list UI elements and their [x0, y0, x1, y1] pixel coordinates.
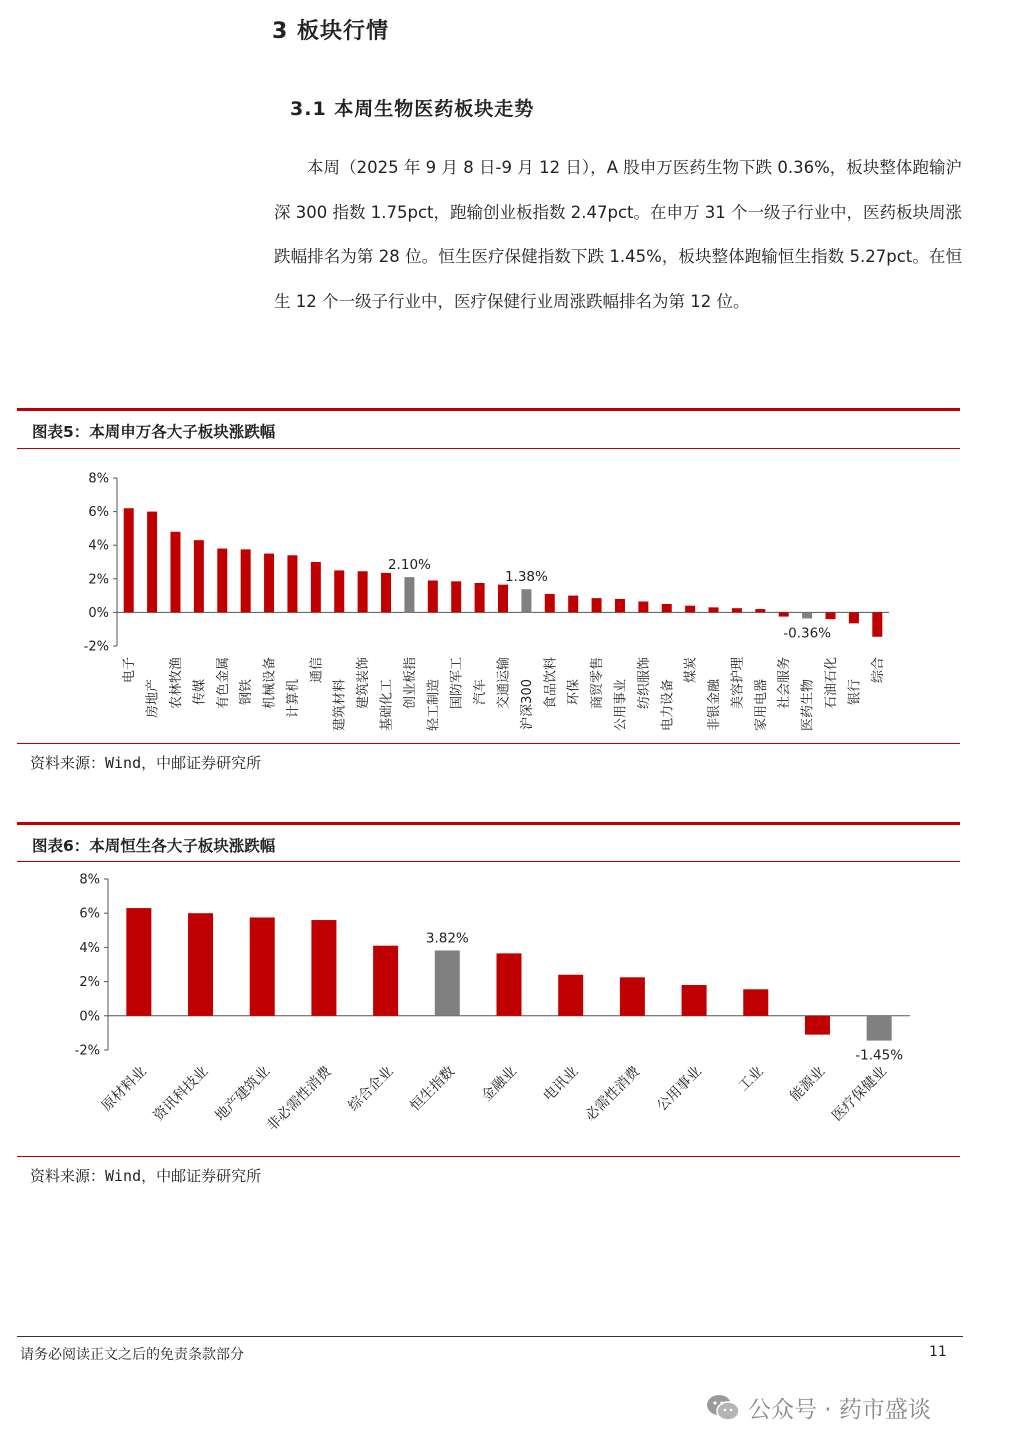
bar-创业板指: [404, 577, 414, 612]
bar-医药生物: [802, 612, 812, 618]
y-tick-label: -2%: [74, 1043, 100, 1059]
x-tick-label: 创业板指: [402, 657, 418, 710]
x-tick-label: 必需性消费: [582, 1063, 644, 1125]
x-tick-label: 工业: [735, 1063, 767, 1095]
bar-建筑装饰: [358, 571, 368, 612]
y-tick-label: 6%: [88, 505, 109, 521]
bar-原材料业: [126, 908, 151, 1016]
x-tick-label: 商贸零售: [590, 657, 606, 710]
x-tick-label: 汽车: [473, 679, 489, 706]
bar-能源业: [805, 1016, 830, 1035]
footer-rule: [17, 1336, 963, 1337]
x-tick-label: 国防军工: [449, 657, 465, 710]
x-tick-label: 房地产: [145, 679, 161, 719]
x-tick-label: 能源业: [787, 1063, 829, 1105]
data-label: 2.10%: [387, 557, 431, 574]
figure5-source: 资料来源：Wind，中邮证券研究所: [30, 754, 262, 772]
bar-金融业: [497, 953, 522, 1015]
x-tick-label: 纺织服饰: [636, 657, 652, 710]
x-tick-label: 传媒: [192, 679, 208, 706]
y-tick-label: 8%: [88, 471, 109, 487]
bar-计算机: [287, 555, 297, 612]
y-tick-label: 2%: [88, 572, 109, 588]
bar-家用电器: [755, 609, 765, 612]
y-tick-label: 0%: [88, 605, 109, 621]
y-tick-label: 4%: [88, 538, 109, 554]
bar-综合企业: [373, 946, 398, 1016]
x-tick-label: 环保: [566, 679, 582, 706]
bar-轻工制造: [428, 580, 438, 612]
bar-恒生指数: [435, 950, 460, 1015]
bar-社会服务: [779, 612, 789, 616]
bar-地产建筑业: [250, 917, 275, 1015]
bar-房地产: [147, 512, 157, 613]
footer-disclaimer: 请务必阅读正文之后的免责条款部分: [20, 1347, 244, 1363]
bar-非银金融: [709, 607, 719, 612]
x-tick-label: 通信: [309, 657, 325, 684]
x-tick-label: 地产建筑业: [212, 1063, 274, 1125]
bar-非必需性消费: [311, 920, 336, 1016]
page-number: 11: [929, 1344, 947, 1360]
data-label: -1.45%: [855, 1047, 904, 1064]
bar-交通运输: [498, 585, 508, 613]
figure6-bar-chart: [0, 862, 1009, 1156]
bar-综合: [872, 612, 882, 636]
bar-环保: [568, 596, 578, 613]
figure5-bar-chart: [0, 455, 1009, 743]
bar-公用事业: [615, 599, 625, 612]
x-tick-label: 有色金属: [215, 657, 231, 710]
bar-纺织服饰: [638, 601, 648, 612]
x-tick-label: 银行: [847, 679, 863, 706]
data-label: 3.82%: [425, 930, 469, 947]
bar-农林牧渔: [170, 532, 180, 613]
x-tick-label: 家用电器: [753, 679, 769, 732]
paragraph-text: 本周（2025 年 9 月 8 日-9 月 12 日），A 股申万医药生物下跌 0.36%，板块整体跑输沪深 300 指数 1.75pct，跑输创业板指数 2.47pct。在申万 31 个一级子行业中，医药板块周涨跌幅排名为第 28 位。恒生医疗保健指数下跌 1.45%，板块整体跑输恒生指数 5.27pct。在恒生 12 个一级子行业中，医疗保健行业周涨跌幅排名为第 12 位。: [274, 158, 962, 311]
bar-有色金属: [217, 549, 227, 613]
bar-电讯业: [558, 975, 583, 1016]
x-tick-label: 沪深300: [519, 679, 535, 730]
x-tick-label: 金融业: [478, 1063, 520, 1105]
wechat-icon: [706, 1394, 740, 1422]
figure6-title: 图表6：本周恒生各大子板块涨跌幅: [32, 837, 276, 855]
watermark: [706, 1391, 931, 1424]
bar-沪深300: [521, 589, 531, 612]
body-paragraph: [274, 146, 962, 324]
x-tick-label: 电讯业: [540, 1063, 582, 1105]
x-tick-label: 轻工制造: [426, 679, 442, 732]
y-tick-label: 8%: [79, 872, 100, 888]
bar-石油石化: [826, 612, 836, 619]
x-tick-label: 电子: [122, 657, 138, 684]
bar-基础化工: [381, 573, 391, 612]
section-title: 3 板块行情: [272, 19, 389, 44]
x-tick-label: 综合企业: [345, 1063, 397, 1115]
x-tick-label: 公用事业: [653, 1063, 705, 1115]
y-tick-label: 0%: [79, 1009, 100, 1025]
bar-资讯科技业: [188, 913, 213, 1016]
bar-钢铁: [241, 549, 251, 612]
x-tick-label: 医疗保健业: [829, 1063, 890, 1125]
figure5-title-rule: [17, 448, 960, 449]
x-tick-label: 计算机: [285, 679, 301, 719]
x-tick-label: 建筑材料: [332, 679, 348, 732]
x-tick-label: 钢铁: [239, 679, 255, 706]
bar-必需性消费: [620, 977, 645, 1015]
bar-电力设备: [662, 604, 672, 612]
bar-医疗保健业: [867, 1016, 892, 1041]
bar-煤炭: [685, 606, 695, 613]
bar-通信: [311, 562, 321, 612]
x-tick-label: 交通运输: [496, 657, 512, 710]
subsection-title: 3.1 本周生物医药板块走势: [290, 98, 535, 120]
bar-传媒: [194, 540, 204, 612]
bar-建筑材料: [334, 570, 344, 612]
x-tick-label: 煤炭: [683, 657, 699, 684]
data-label: 1.38%: [504, 569, 548, 586]
x-tick-label: 建筑装饰: [356, 657, 372, 710]
y-tick-label: 6%: [79, 906, 100, 922]
y-tick-label: -2%: [83, 639, 109, 655]
data-label: -0.36%: [783, 625, 832, 642]
x-tick-label: 社会服务: [777, 657, 793, 710]
bar-银行: [849, 612, 859, 623]
figure6-source: 资料来源：Wind，中邮证券研究所: [30, 1167, 262, 1185]
x-tick-label: 资讯科技业: [150, 1063, 212, 1125]
y-tick-label: 2%: [79, 975, 100, 991]
x-tick-label: 食品饮料: [543, 657, 559, 710]
bar-工业: [743, 989, 768, 1016]
x-tick-label: 非必需性消费: [264, 1063, 335, 1135]
x-tick-label: 医药生物: [800, 679, 816, 732]
figure5-bottom-rule: [17, 743, 960, 744]
bar-汽车: [475, 583, 485, 612]
x-tick-label: 农林牧渔: [168, 657, 184, 710]
bar-商贸零售: [592, 598, 602, 612]
x-tick-label: 电力设备: [660, 679, 676, 732]
x-tick-label: 石油石化: [824, 657, 840, 710]
bar-美容护理: [732, 608, 742, 612]
x-tick-label: 综合: [870, 657, 886, 684]
bar-机械设备: [264, 554, 274, 613]
bar-电子: [124, 508, 134, 612]
figure6-top-rule: [17, 822, 960, 825]
figure5-top-rule: [17, 408, 960, 411]
x-tick-label: 基础化工: [379, 679, 395, 732]
figure6-bottom-rule: [17, 1156, 960, 1157]
x-tick-label: 美容护理: [730, 657, 746, 710]
bar-公用事业: [682, 985, 707, 1016]
figure5-title: 图表5：本周申万各大子板块涨跌幅: [32, 423, 276, 441]
bar-国防军工: [451, 581, 461, 612]
y-tick-label: 4%: [79, 940, 100, 956]
watermark-text: 公众号 · 药市盛谈: [748, 1397, 931, 1423]
x-tick-label: 原材料业: [98, 1063, 150, 1115]
x-tick-label: 公用事业: [613, 679, 629, 732]
x-tick-label: 机械设备: [262, 657, 278, 710]
bar-食品饮料: [545, 594, 555, 612]
x-tick-label: 非银金融: [707, 679, 723, 732]
x-tick-label: 恒生指数: [407, 1063, 459, 1115]
